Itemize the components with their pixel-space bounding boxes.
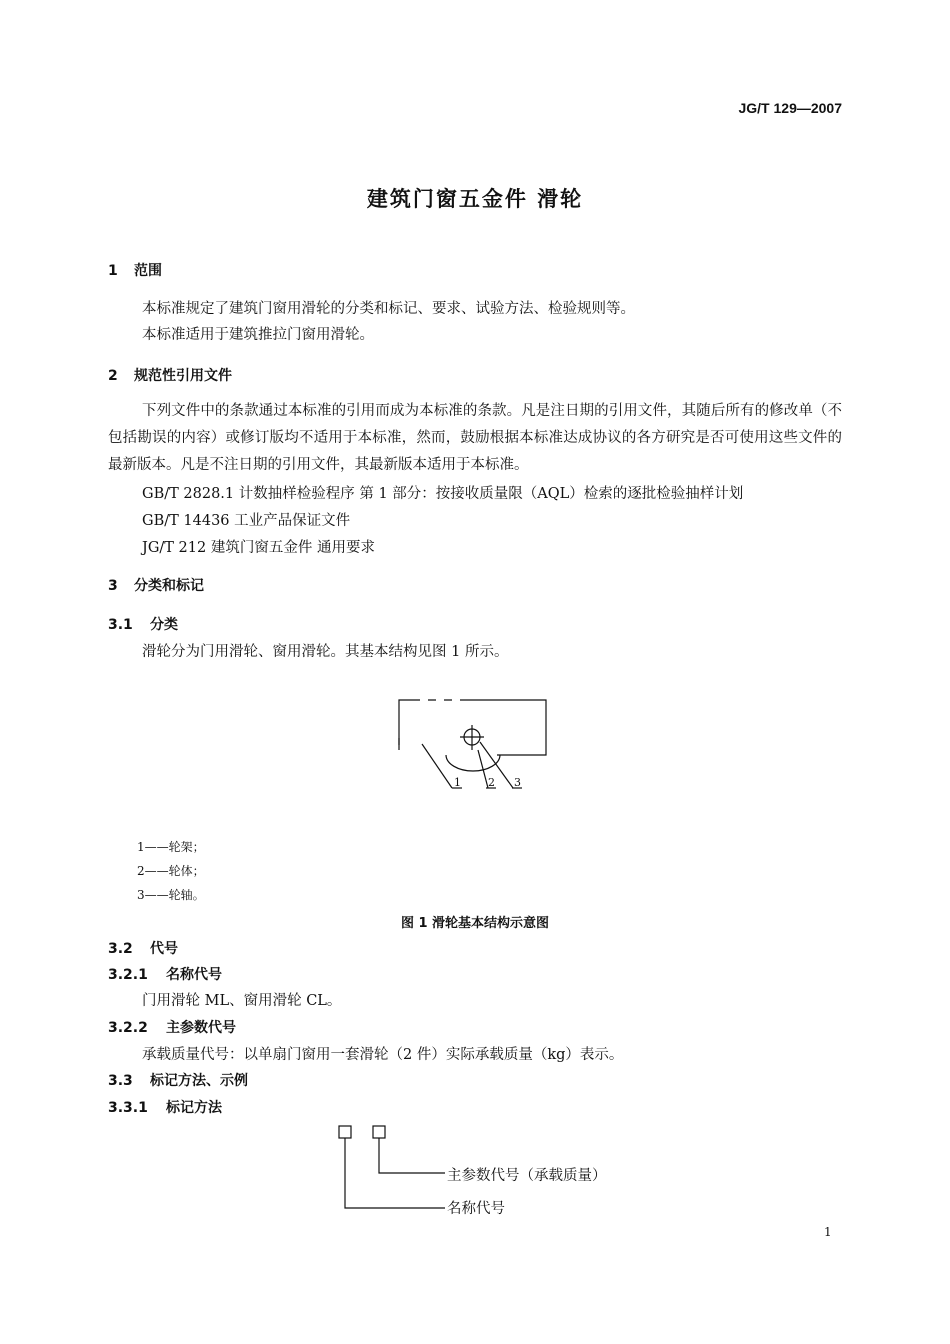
- pulley-structure-diagram: [380, 690, 570, 800]
- main-param-leader: [379, 1138, 445, 1173]
- section-1-heading: [108, 260, 162, 280]
- section-number: 3.2.1: [108, 967, 148, 983]
- section-3-heading: [108, 575, 204, 595]
- scope-line-2: 本标准适用于建筑推拉门窗用滑轮。: [142, 327, 374, 343]
- reference-item: GB/T 14436 工业产品保证文件: [142, 513, 351, 529]
- reference-item: GB/T 2828.1 计数抽样检验程序 第 1 部分：按接收质量限（AQL）检索的逐批检验抽样计划: [142, 486, 744, 502]
- figure-legend-item: 1——轮架；: [137, 840, 205, 854]
- section-title: 名称代号: [166, 967, 222, 983]
- main-param-box: [373, 1126, 385, 1138]
- marking-main-param-label: 主参数代号（承载质量）: [447, 1168, 607, 1184]
- figure-legend-item: 2——轮体；: [137, 864, 205, 878]
- main-param-code-text: 承载质量代号：以单扇门窗用一套滑轮（2 件）实际承载质量（kg）表示。: [142, 1047, 624, 1063]
- section-title: 标记方法: [166, 1100, 222, 1116]
- section-3-3-heading: [108, 1070, 248, 1090]
- section-number: 3.1: [108, 617, 133, 633]
- section-number: 1: [108, 263, 118, 279]
- scope-line-1: 本标准规定了建筑门窗用滑轮的分类和标记、要求、试验方法、检验规则等。: [142, 301, 635, 317]
- figure-legend-item: 3——轮轴。: [137, 888, 205, 902]
- standard-code: JG/T 129—2007: [738, 100, 842, 116]
- leader-line-3: [480, 742, 513, 788]
- section-3-2-heading: [108, 938, 178, 958]
- figure-label-1: 1: [454, 776, 461, 789]
- section-number: 2: [108, 368, 118, 384]
- name-code-text: 门用滑轮 ML、窗用滑轮 CL。: [142, 993, 342, 1009]
- section-number: 3: [108, 578, 118, 594]
- section-title: 标记方法、示例: [150, 1073, 248, 1089]
- section-3-2-1-heading: [108, 964, 222, 984]
- marking-method-diagram: [330, 1118, 450, 1218]
- section-title: 主参数代号: [166, 1020, 236, 1036]
- section-3-2-2-heading: [108, 1017, 236, 1037]
- section-number: 3.3: [108, 1073, 133, 1089]
- section-title: 分类和标记: [134, 578, 204, 594]
- section-title: 规范性引用文件: [134, 368, 232, 384]
- name-code-box: [339, 1126, 351, 1138]
- classification-text: 滑轮分为门用滑轮、窗用滑轮。其基本结构见图 1 所示。: [142, 644, 509, 660]
- leader-line-1: [422, 744, 452, 788]
- figure-label-2: 2: [488, 776, 495, 789]
- section-title: 范围: [134, 263, 162, 279]
- figure-label-3: 3: [514, 776, 521, 789]
- section-title: 分类: [150, 617, 178, 633]
- marking-name-code-label: 名称代号: [447, 1201, 505, 1217]
- page-number: 1: [824, 1225, 832, 1239]
- figure-caption: 图 1 滑轮基本结构示意图: [400, 916, 550, 931]
- section-number: 3.2.2: [108, 1020, 148, 1036]
- section-title: 代号: [150, 941, 178, 957]
- section-3-3-1-heading: [108, 1097, 222, 1117]
- wheel-arc: [446, 755, 500, 771]
- page-title: 建筑门窗五金件 滑轮: [366, 187, 584, 211]
- reference-item: JG/T 212 建筑门窗五金件 通用要求: [142, 540, 375, 556]
- section-number: 3.2: [108, 941, 133, 957]
- section-number: 3.3.1: [108, 1100, 148, 1116]
- normative-references-paragraph: 下列文件中的条款通过本标准的引用而成为本标准的条款。凡是注日期的引用文件，其随后所有的修改单（不包括勘误的内容）或修订版均不适用于本标准，然而，鼓励根据本标准达成协议的各方研究是否可使用这些文件的最新版本。凡是不注日期的引用文件，其最新版本适用于本标准。: [108, 403, 842, 473]
- section-3-1-heading: [108, 614, 178, 634]
- section-2-heading: [108, 365, 232, 385]
